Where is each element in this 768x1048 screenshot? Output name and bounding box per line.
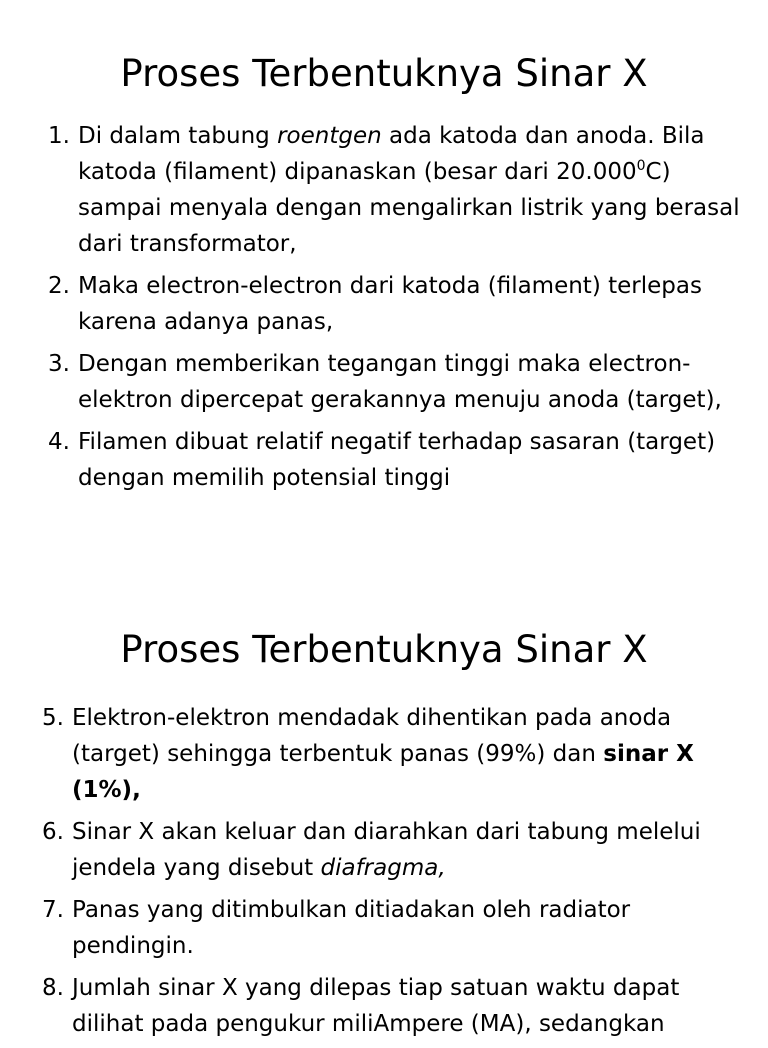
superscript: 0 [636,158,646,174]
list-item [42,970,748,1042]
list-item [42,892,748,964]
item-text: Di dalam tabung roentgen ada katoda dan anoda. Bila katoda (filament) dipanaskan (besar dari 20.000$^0$C) sampai menyala dengan mengalirkan listrik yang berasal dari transformator, [78,123,740,257]
item-text: Maka electron-electron dari katoda (filament) terlepas karena adanya panas, [78,273,702,335]
emphasis-text: roentgen [277,123,382,149]
item-number: 6. [42,819,64,845]
item-number: 2. [48,273,70,299]
list-item [42,814,748,886]
bold-text: sinar X (1%), [72,741,694,803]
item-text: Filamen dibuat relatif negatif terhadap sasaran (target) dengan memilih potensial tinggi [78,429,716,491]
slide-title: Proses Terbentuknya Sinar X [120,52,648,95]
item-text: Jumlah sinar X yang dilepas tiap satuan waktu dapat dilihat pada pengukur miliAmpere (MA), sedangkan [72,975,680,1037]
list-item [48,118,748,262]
step-list [48,118,748,502]
list-item [48,424,748,496]
item-text: Dengan memberikan tegangan tinggi maka electron-elektron dipercepat gerakannya menuju anoda (target), [78,351,722,413]
item-number: 3. [48,351,70,377]
list-item [42,700,748,808]
slide-title: Proses Terbentuknya Sinar X [120,628,648,671]
list-item [48,346,748,418]
item-number: 8. [42,975,64,1001]
item-number: 1. [48,123,70,149]
slide-2 [0,580,768,1037]
item-text: Panas yang ditimbulkan ditiadakan oleh radiator pendingin. [72,897,631,959]
item-number: 5. [42,705,64,731]
item-number: 4. [48,429,70,455]
step-list [42,700,748,1048]
item-number: 7. [42,897,64,923]
item-text: Sinar X akan keluar dan diarahkan dari tabung melelui jendela yang disebut diafragma, [72,819,701,881]
item-text: Elektron-elektron mendadak dihentikan pada anoda (target) sehingga terbentuk panas (99%) dan sinar X (1%), [72,705,694,803]
list-item [48,268,748,340]
emphasis-text: diafragma, [320,855,446,881]
